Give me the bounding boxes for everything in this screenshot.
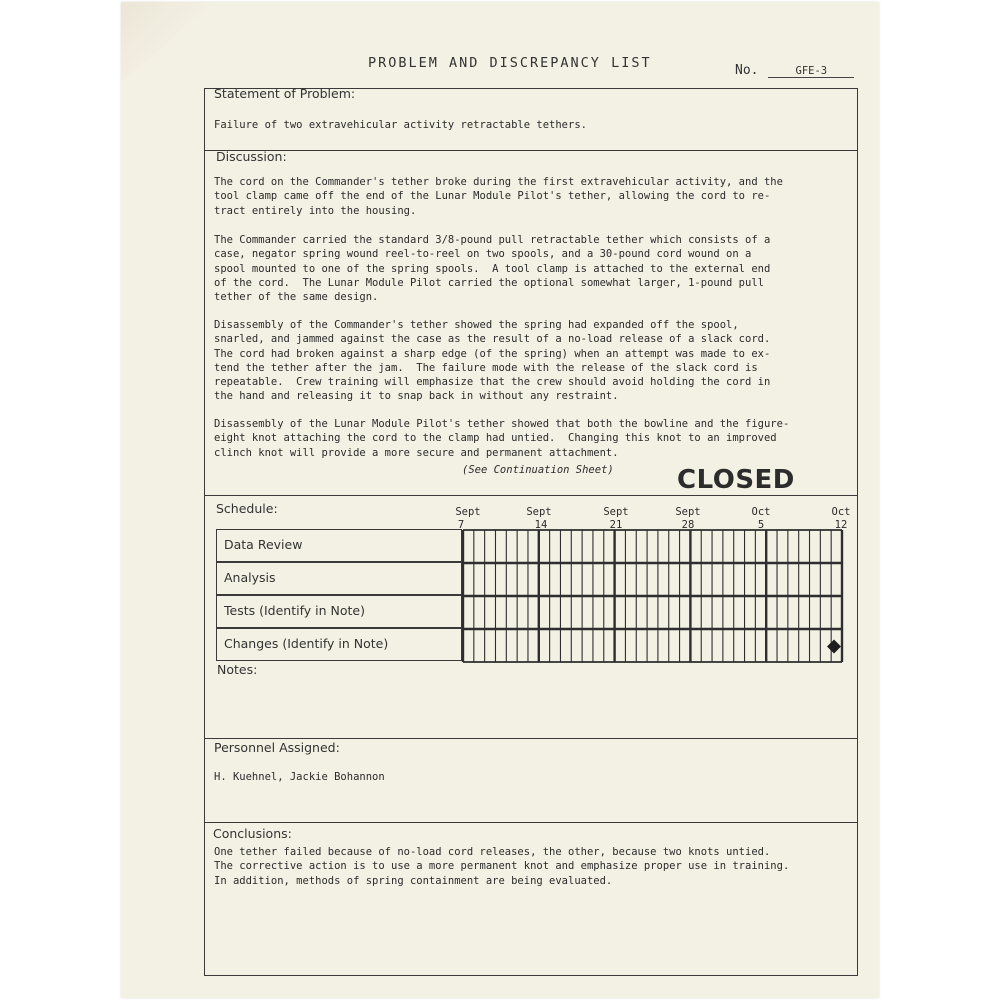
- discussion-paragraph-1: The cord on the Commander's tether broke during the first extravehicular activity, and the tool clamp came off the end of the Lunar Module Pilot's tether, allowing the cord to re- tract entirely into the housing.: [214, 176, 783, 217]
- schedule-label: Schedule:: [216, 501, 278, 516]
- schedule-row-changes: Changes (Identify in Note): [224, 636, 389, 651]
- personnel-label: Personnel Assigned:: [214, 740, 340, 755]
- date-month: Sept: [455, 506, 481, 518]
- form-number-label: No.: [735, 63, 759, 78]
- statement-text: Failure of two extravehicular activity retractable tethers.: [214, 119, 587, 131]
- date-month: Oct: [831, 506, 851, 518]
- schedule-row-tests: Tests (Identify in Note): [224, 603, 365, 618]
- schedule-row-analysis: Analysis: [224, 570, 276, 585]
- discussion-paragraph-4: Disassembly of the Lunar Module Pilot's tether showed that both the bowline and the figure- eight knot attaching the cord to the clamp had untied. Changing this knot to an improved clinch knot will provide a more secure and permanent attachment.: [214, 418, 790, 459]
- schedule-row-data-review: Data Review: [224, 537, 303, 552]
- personnel-names: H. Kuehnel, Jackie Bohannon: [214, 771, 385, 783]
- conclusions-text: One tether failed because of no-load cord releases, the other, because two knots untied. The corrective action is to use a more permanent knot and emphasize proper use in training. In addition, methods of spring containment are being evaluated.: [214, 846, 790, 887]
- date-month: Sept: [603, 506, 629, 518]
- date-day: 7: [457, 519, 465, 531]
- date-month: Oct: [751, 506, 771, 518]
- date-day: 21: [609, 519, 623, 531]
- date-day: 5: [757, 519, 765, 531]
- form-number-value: GFE-3: [768, 65, 854, 78]
- discussion-label: Discussion:: [216, 149, 287, 164]
- date-day: 28: [681, 519, 695, 531]
- closed-stamp: CLOSED: [677, 465, 795, 495]
- conclusions-label: Conclusions:: [213, 826, 292, 841]
- continuation-note: (See Continuation Sheet): [462, 464, 614, 476]
- form-title: PROBLEM AND DISCREPANCY LIST: [368, 55, 652, 71]
- discussion-paragraph-3: Disassembly of the Commander's tether showed the spring had expanded off the spool, snarled, and jammed against the case as the result of a no-load release of a slack cord. The cord had broken against a sharp edge (of the spring) when an attempt was made to ex- tend the tether after the jam. The failure mode with the release of the slack cord is repeatable. Crew training will emphasize that the crew should avoid holding the cord in the hand and releasing it to snap back in without any restraint.: [214, 319, 771, 403]
- notes-label: Notes:: [217, 662, 258, 677]
- milestone-diamond: [827, 640, 841, 654]
- date-day: 14: [534, 519, 548, 531]
- date-day: 12: [834, 519, 848, 531]
- date-month: Sept: [675, 506, 701, 518]
- date-month: Sept: [526, 506, 552, 518]
- statement-label: Statement of Problem:: [214, 86, 356, 101]
- discussion-paragraph-2: The Commander carried the standard 3/8-pound pull retractable tether which consists of a case, negator spring wound reel-to-reel on two spools, and a 30-pound cord wound on a spool mounted to one of the spring spools. A tool clamp is attached to the external end of the cord. The Lunar Module Pilot carried the optional somewhat larger, 1-pound pull tether of the same design.: [214, 234, 771, 304]
